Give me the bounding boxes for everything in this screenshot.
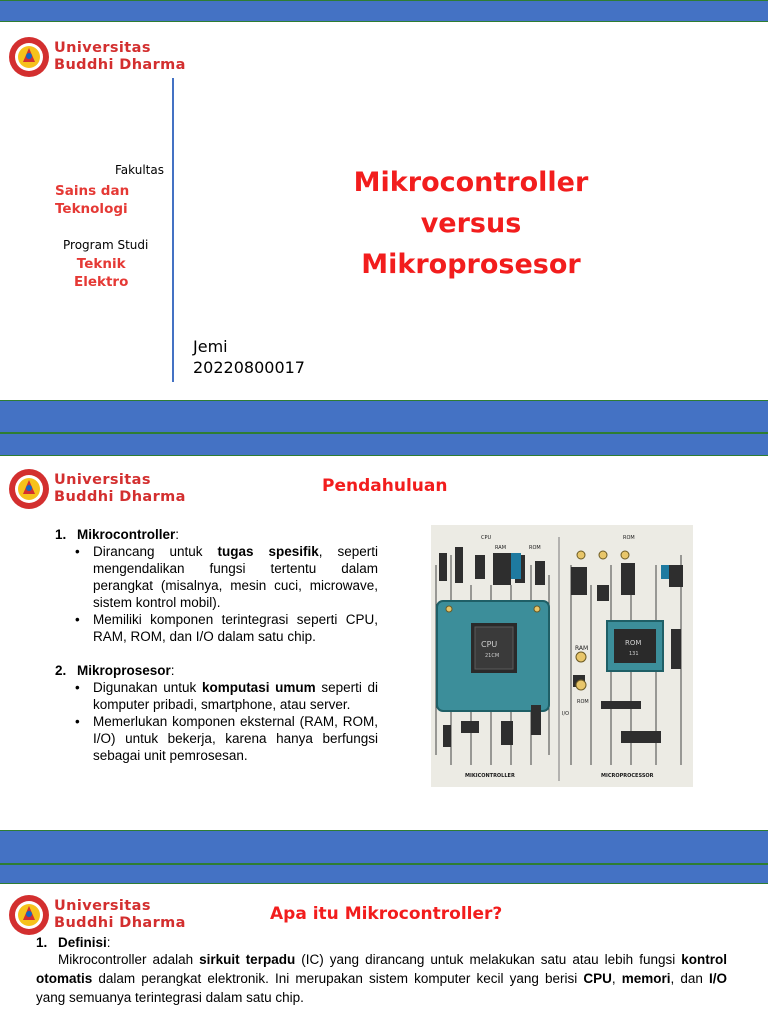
item-colon: :	[170, 663, 175, 678]
paragraph-text: (IC) yang dirancang untuk melakukan satu atau lebih fungsi	[295, 952, 682, 967]
paragraph-text: yang semuanya terintegrasi dalam satu chip.	[36, 990, 304, 1005]
bullet-item	[75, 543, 378, 611]
slide-title	[0, 22, 768, 400]
separator-bar	[0, 864, 768, 884]
definition-paragraph	[36, 950, 727, 1007]
university-seal-icon	[8, 36, 50, 78]
label-chip-right: ROM	[625, 639, 642, 647]
program-name-line-2: Elektro	[74, 274, 129, 290]
logo-line-1: Universitas	[54, 472, 151, 488]
university-seal-icon	[8, 468, 50, 510]
item-colon: :	[106, 935, 111, 950]
label-cpu-top: CPU	[481, 535, 492, 541]
paragraph-text: dalam perangkat elektronik. Ini merupakan sistem komputer kecil yang berisi	[92, 971, 584, 986]
university-seal-icon	[8, 894, 50, 936]
bullet-item	[75, 713, 378, 764]
logo-line-1: Universitas	[54, 898, 151, 914]
item-number: 1.	[55, 527, 67, 542]
university-logo	[8, 468, 186, 510]
vertical-divider	[172, 78, 174, 382]
university-logo	[8, 36, 186, 78]
label-chip-left: CPU	[481, 640, 498, 649]
title-line-2: versus	[420, 208, 522, 239]
definition-heading	[36, 934, 111, 951]
university-name	[54, 898, 186, 932]
list-item	[55, 526, 378, 543]
bullet-bold: tugas spesifik	[217, 544, 319, 559]
logo-line-2: Buddhi Dharma	[54, 489, 186, 505]
paragraph-bold: memori	[621, 971, 671, 986]
bullet-text: , seperti mengendalikan fungsi tertentu dalam perangkat (misalnya, mesin cuci, microwave, sistem kontrol mobil).	[93, 544, 378, 610]
label-rom-right: ROM	[577, 699, 589, 705]
bullet-item	[75, 679, 378, 713]
paragraph-text: ,	[611, 971, 622, 986]
item-number: 1.	[36, 935, 48, 950]
logo-line-2: Buddhi Dharma	[54, 915, 186, 931]
item-colon: :	[175, 527, 180, 542]
bullet-text: Dirancang untuk	[93, 544, 218, 559]
faculty-label: Fakultas	[115, 163, 164, 177]
slide-heading: Apa itu Mikrocontroller?	[270, 904, 503, 924]
logo-line-1: Universitas	[54, 40, 151, 56]
separator-bar	[0, 400, 768, 433]
list-item	[36, 934, 111, 951]
bullet-bold: komputasi umum	[201, 680, 316, 695]
program-name	[74, 255, 128, 291]
slide-heading: Pendahuluan	[322, 476, 448, 496]
author-block	[193, 336, 305, 378]
title-line-3: Mikroprosesor	[361, 249, 581, 280]
bullet-text: seperti di komputer pribadi, smartphone, atau server.	[93, 680, 379, 712]
faculty-name-line-1: Sains dan	[55, 183, 130, 199]
label-ram-right: RAM	[575, 645, 589, 652]
item-heading: Mikroprosesor	[77, 663, 171, 678]
separator-bar	[0, 433, 768, 456]
paragraph-bold: sirkuit terpadu	[199, 952, 296, 967]
program-label: Program Studi	[63, 238, 149, 252]
presentation-title	[340, 162, 602, 285]
paragraph-text: Mikrocontroller adalah	[58, 952, 200, 967]
bullet-list	[75, 679, 378, 764]
separator-bar	[0, 830, 768, 864]
caption-right: MICROPROCESSOR	[601, 773, 654, 779]
title-line-1: Mikrocontroller	[353, 167, 589, 198]
author-name: Jemi	[193, 337, 228, 356]
paragraph-bold: CPU	[583, 971, 612, 986]
microcontroller-vs-microprocessor-illustration	[431, 525, 693, 787]
item-number: 2.	[55, 663, 67, 678]
bullet-list	[75, 543, 378, 645]
bullet-text: Digunakan untuk	[93, 680, 202, 695]
top-bar	[0, 0, 768, 22]
faculty-name-line-2: Teknologi	[55, 201, 128, 217]
list-item	[55, 662, 378, 679]
bullet-text: Memerlukan komponen eksternal (RAM, ROM, I/O) untuk bekerja, karena hanya berfungsi sebagai unit pemrosesan.	[93, 714, 378, 763]
faculty-name	[55, 182, 129, 218]
label-rom-small: ROM	[529, 545, 541, 551]
caption-left: MIKICONTROLLER	[465, 773, 515, 779]
author-id: 20220800017	[193, 358, 305, 377]
university-logo	[8, 894, 186, 936]
label-ram: RAM	[495, 545, 507, 551]
logo-line-2: Buddhi Dharma	[54, 57, 186, 73]
program-name-line-1: Teknik	[76, 256, 126, 272]
item-heading: Mikrocontroller	[77, 527, 176, 542]
label-rom-top: ROM	[623, 535, 635, 541]
bullet-item	[75, 611, 378, 645]
paragraph-bold: I/O	[708, 971, 727, 986]
paragraph-bold: kontrol otomatis	[36, 952, 728, 986]
label-chip-left-sub: 21CM	[485, 653, 500, 659]
university-name	[54, 40, 186, 74]
label-io: I/O	[562, 711, 570, 717]
university-name	[54, 472, 186, 506]
bullet-text: Memiliki komponen terintegrasi seperti CPU, RAM, ROM, dan I/O dalam satu chip.	[93, 612, 378, 644]
paragraph-text: , dan	[670, 971, 709, 986]
label-chip-right-sub: 131	[629, 651, 639, 657]
item-heading: Definisi	[58, 935, 107, 950]
intro-content	[55, 526, 378, 764]
